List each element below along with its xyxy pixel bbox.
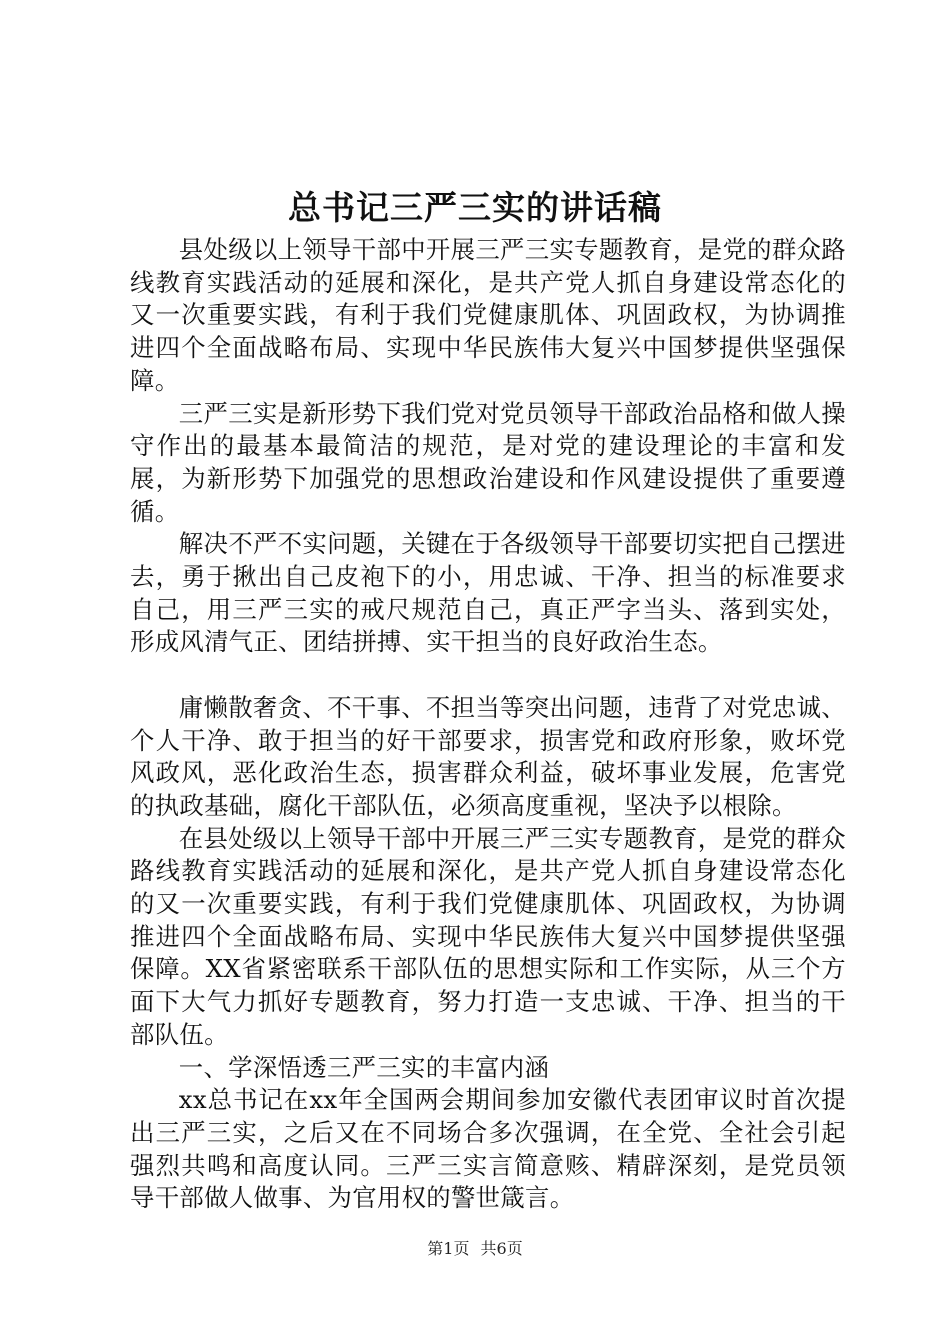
page-number: 第1页 [427,1239,470,1258]
page-footer [0,1238,950,1260]
section-heading: 一、学深悟透三严三实的丰富内涵 [178,1052,550,1082]
paragraph-5: 在县处级以上领导干部中开展三严三实专题教育，是党的群众路线教育实践活动的延展和深化，是共产党人抓自身建设常态化的又一次重要实践，有利于我们党健康肌体、巩固政权，为协调推进四个全面战略布局、实现中华民族伟大复兴中国梦提供坚强保障。XX省紧密联系干部队伍的思想实际和工作实际，从三个方面下大气力抓好专题教育，努力打造一支忠诚、干净、担当的干部队伍。 [130,823,846,1049]
paragraph-6: xx总书记在xx年全国两会期间参加安徽代表团审议时首次提出三严三实，之后又在不同场合多次强调，在全党、全社会引起强烈共鸣和高度认同。三严三实言简意赅、精辟深刻，是党员领导干部做人做事、为官用权的警世箴言。 [130,1085,846,1213]
paragraph-3: 解决不严不实问题，关键在于各级领导干部要切实把自己摆进去，勇于揪出自己皮袍下的小，用忠诚、干净、担当的标准要求自己，用三严三实的戒尺规范自己，真正严字当头、落到实处，形成风清气正、团结拼搏、实干担当的良好政治生态。 [130,529,846,657]
paragraph-2: 三严三实是新形势下我们党对党员领导干部政治品格和做人操守作出的最基本最简洁的规范，是对党的建设理论的丰富和发展，为新形势下加强党的思想政治建设和作风建设提供了重要遵循。 [130,398,846,526]
blank-line [130,659,846,692]
document-body [130,234,846,1215]
page-total: 共6页 [480,1239,523,1258]
document-title: 总书记三严三实的讲话稿 [288,188,662,227]
paragraph-4: 庸懒散奢贪、不干事、不担当等突出问题，违背了对党忠诚、个人干净、敢于担当的好干部要求，损害党和政府形象，败坏党风政风，恶化政治生态，损害群众利益，破坏事业发展，危害党的执政基础，腐化干部队伍，必须高度重视，坚决予以根除。 [130,692,846,820]
paragraph-1: 县处级以上领导干部中开展三严三实专题教育，是党的群众路线教育实践活动的延展和深化，是共产党人抓自身建设常态化的又一次重要实践，有利于我们党健康肌体、巩固政权，为协调推进四个全面战略布局、实现中华民族伟大复兴中国梦提供坚强保障。 [130,235,846,395]
